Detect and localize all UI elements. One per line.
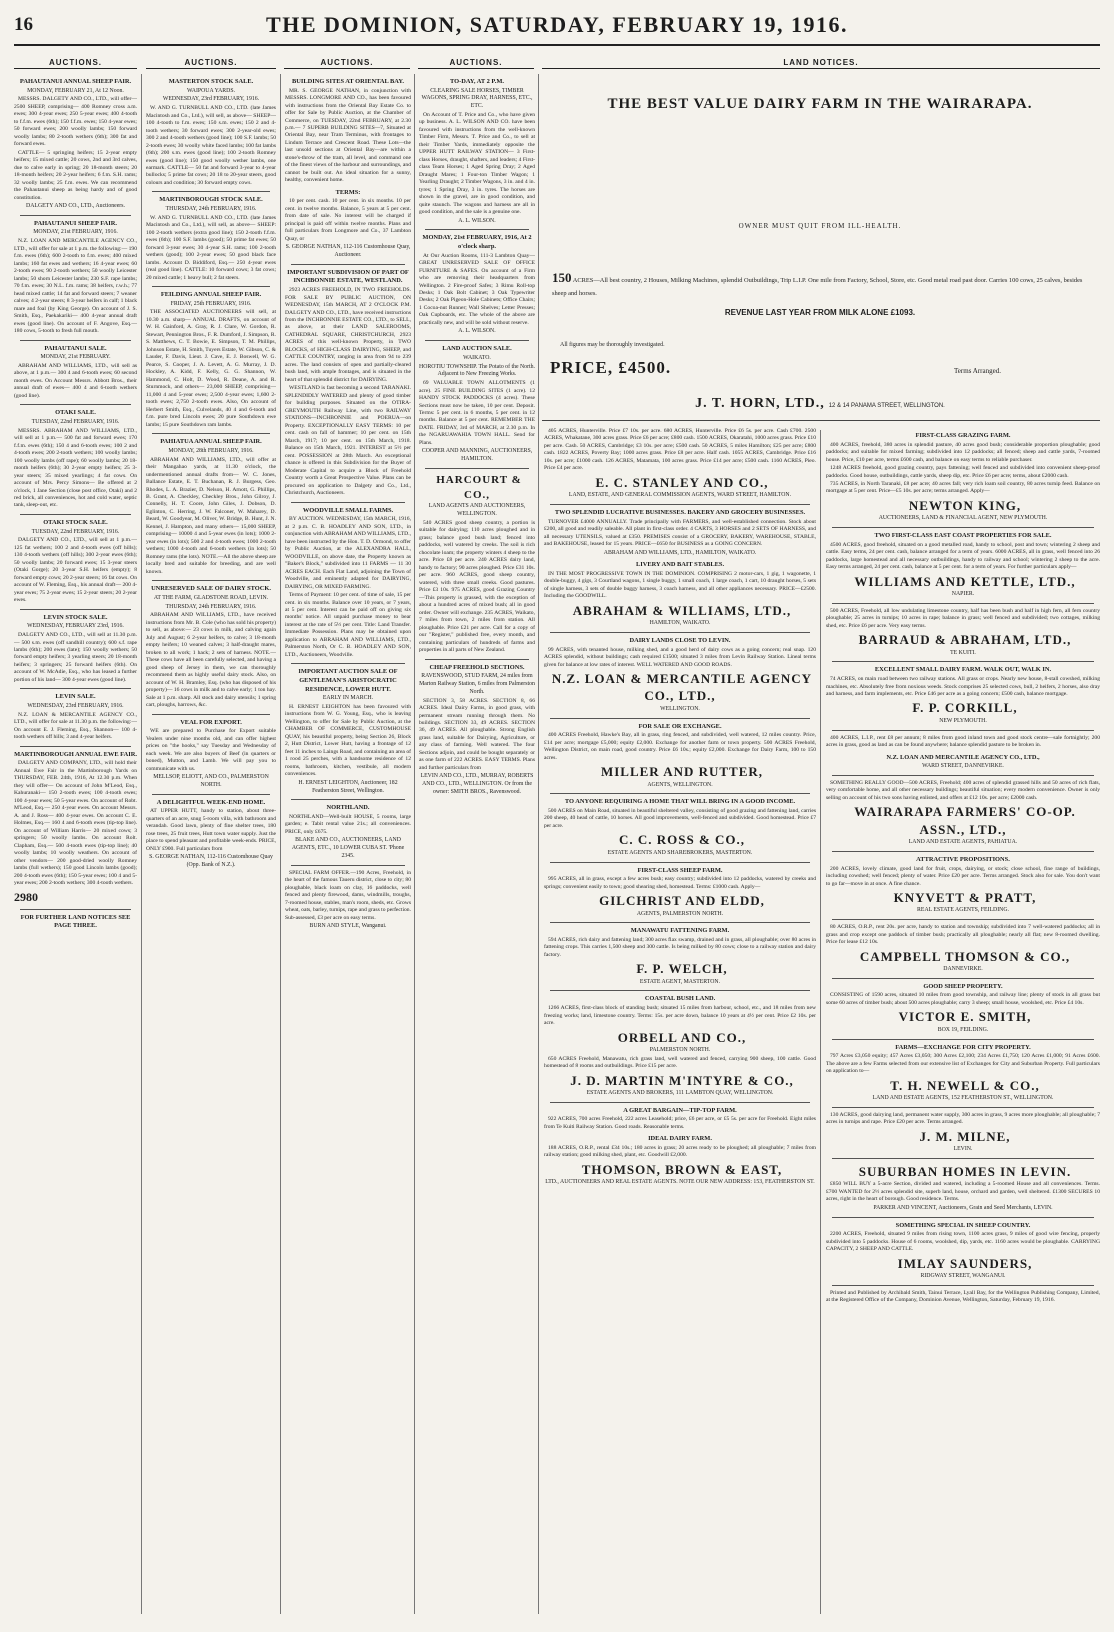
ad-heading: A GREAT BARGAIN—TIP-TOP FARM.	[623, 1106, 737, 1114]
ad-date: FRIDAY, 25th FEBRUARY, 1916.	[170, 300, 252, 307]
ad-date: TUESDAY, 22nd FEBRUARY, 1916.	[31, 418, 120, 425]
advertiser-name: IMLAY SAUNDERS,	[897, 1255, 1033, 1271]
advertiser-name: THOMSON, BROWN & EAST,	[581, 1161, 783, 1177]
divider	[20, 688, 131, 689]
auction-column-2	[146, 74, 276, 1614]
column-rule	[414, 74, 415, 1614]
ad-body: NORTHLAND—Well-built HOUSE, 5 rooms, large garden; e. Tabit rental value 21s.; all conveniences. PRICE, only £675.	[285, 813, 411, 835]
ad-date: MONDAY, FEBRUARY 21, At 12 Noon.	[27, 87, 124, 94]
ad-body: 1248 ACRES freehold, good grazing country, pays fattening; well fenced and subdivided into convenient sheep-proof paddocks. Good house, outbuildings, cattle yards, sheep dip, etc. Price £6 per acre; terms, about £2000 cash.	[826, 465, 1100, 479]
ad-signature: PARKER AND VINCENT, Auctioneers, Grain and Seed Merchants, LEVIN.	[873, 1204, 1053, 1211]
ad-date: THURSDAY, 24th FEBRUARY, 1916.	[165, 603, 257, 610]
advertiser-name: VICTOR E. SMITH,	[898, 1009, 1032, 1025]
ad-heading: FARMS—EXCHANGE FOR CITY PROPERTY.	[895, 1043, 1031, 1051]
advertiser-name: E. C. STANLEY AND CO.,	[595, 474, 769, 490]
divider	[20, 909, 131, 910]
ad-heading: LIVERY AND BAIT STABLES.	[635, 561, 725, 569]
ad-body: 200 ACRES, lovely climate, good land for fruit, crops, dairying, or stock; close school, fine range of buildings, including cowshed; well fenced; plenty of water. Price £20 per acre. Terms arranged. Stock also for sale. You don't want to go far—move in at once. A fine chance.	[826, 865, 1100, 887]
ad-heading: LEVIN STOCK SALE.	[43, 613, 108, 621]
ad-body: 400 ACRES, freehold, 380 acres in splendid pasture, 40 acres good bush; considerable proportion ploughable; good paddocks; and suitable for mixed farming; subdivided into 12 paddocks; all fenced; sheep and cattle yards, 7-roomed house. Price, £10 per acre, terms £600 cash, and balance on easy terms to reliable purchaser.	[826, 441, 1100, 463]
ad-signature: A. L. WILSON.	[458, 328, 496, 335]
advertiser-name: NEWTON KING,	[908, 497, 1022, 513]
feature-agent	[540, 394, 1100, 412]
advertiser-address: DANNEVIRKE.	[943, 966, 983, 973]
ad-signature: H. ERNEST LEIGHTON, Auctioneer, 182 Featherston Street, Wellington.	[298, 779, 398, 794]
divider	[425, 340, 529, 341]
divider	[425, 659, 529, 660]
advertiser-address: WELLINGTON.	[660, 705, 700, 712]
divider	[550, 793, 810, 794]
column-rule	[280, 74, 281, 1614]
ad-body: 10 per cent. cash. 10 per cent. in six months. 10 per cent. in twelve months. Balance, 5 years at 5 per cent. from date of sale. No interest will be charged if principal is paid off within twelve months. Plans and full particulars from Longmore and Co., 37 Lambton Quay, or	[285, 198, 411, 242]
ad-body: MESSRS. DALGETY AND CO., LTD., will offer— 2500 SHEEP, comprising— 400 Romney cross a.m. ewes; 300 4-year ewes; 250 5-year ewes; 400 4-tooth to f.f.m. ewes (6th); 150 f.f.m. ewes; 150 4-year ewes; 50 forward ewes; 200 woolly lambs; 150 forward woolly lambs; 80 2-tooth wethers (6th); 300 fat and forward ewes.	[14, 96, 137, 148]
advertiser-name: BARRAUD & ABRAHAM, LTD.,	[858, 632, 1072, 648]
ad-heading: TERMS:	[335, 188, 361, 196]
ad-body: 99 ACRES, with tenanted house, milking shed, and a good herd of dairy cows as a going concern; real snap. 120 ACRES splendid, without buildings; cash required £1500; situated 3 miles from Levin Railway Station. Lineal terms given for balance at low rates of interest. WELL WATERED AND GOOD ROADS.	[544, 646, 816, 668]
ad-heading: ATTRACTIVE PROPOSITIONS.	[916, 856, 1010, 863]
advertiser-address: AUCTIONEERS, LAND & FINANCIAL AGENT, NEW PLYMOUTH.	[878, 515, 1048, 522]
ad-heading: A DELIGHTFUL WEEK-END HOME.	[156, 798, 266, 806]
ad-body: DALGETY AND COMPANY, LTD., will hold their Annual Ewe Fair in the Martinborough Yards on THURSDAY, FEB. 24th, 1916, At 12.30 p.m. When they will offer— On account of John M'Leod, Esq., Kahuranaki— 150 2-tooth ewes; 100 4-tooth ewes; 100 4-year ewes; 50 5-year ewes. On account of Robt. M'Leod, Esq.— 250 4-year ewes. On account Messrs. A. and J. Ross— 400 4-year ewes. On account C. E. Holmes, Esq.— 160 4 and 6-tooth ewes (tip-top line). On account of William Harris— 20 mixed cows; 3 springers; 50 woolly lambs. On account Rolt. Clapham, Esq.— 500 4-tooth ewes (tip-top line); 40 woolly lambs; 10 woolly weathers. On account of other vendors— 200 good-dried woolly Romney lambs (full wethers); 150 good Lincoln lambs (good); 200 4-tooth ewes (6th); 150 5-year ewes; 100 4 and 5-year ewes; 200 2-tooth wethers; 300 4-tooth wethers.	[14, 760, 137, 887]
column-heading-auctions-3: AUCTIONS.	[284, 58, 410, 69]
printer-imprint: Printed and Published by Archibald Smith, Tainui Terrace, Lyall Bay, for the Wellington Publishing Company, Limited, at the Registered Office of the Company, Dominion Avenue, Wellington, Saturday, February 19, 1916.	[826, 1289, 1100, 1304]
ad-body: DALGETY AND CO., LTD., will sell at 1 p.m.— 125 fat wethers; 100 2 and 4-tooth ewes (off hills); 130 4-tooth wethers (off hills); 300 2-year ewes (6th); 50 woolly lambs; 20 forward ewes; 15 3-year steers (Otaki Gorge); 20 3-year S.H. heifers (empty); 8 forward empty cows; 20 2-year steers; 16 fat cows. On account of W. Fleming, Esq., his annual draft— 200 4-year ewes; 75 2-year ewes; 15 2-year steers; 20 2-year ewes.	[14, 537, 137, 604]
page-number: 16	[14, 14, 33, 35]
ad-heading: IDEAL DAIRY FARM.	[648, 1135, 712, 1143]
ad-body: SECTION 3, 58 ACRES. SECTION 8, 66 ACRES. Ideal Dairy Farms, in good grass, with permanent stream running through them. No buildings. SECTION 33, 49 ACRES. SECTION 36, 49 ACRES. All ploughable. Strong English grass land, suitable for Dairying, Agriculture, or any class of farming. Well watered. The four Sections adjoin, and could be bought separately or as one farm of 222 ACRES. EASY TERMS. Plans and further particulars from	[419, 697, 535, 771]
advertiser-name: T. H. NEWELL & CO.,	[890, 1077, 1040, 1093]
ad-heading: PAHAUTANUI SHEEP FAIR.	[34, 219, 117, 227]
ad-subheading: WAIKATO.	[463, 354, 491, 361]
ad-signature: BURN AND STYLE, Wanganui.	[309, 922, 387, 929]
ad-heading: FIRST-CLASS GRAZING FARM.	[915, 432, 1011, 439]
advertiser-name: GILCHRIST AND ELDD,	[599, 893, 765, 909]
ad-heading: TO-DAY, AT 2 P.M.	[450, 78, 504, 85]
ad-heading: GOOD SHEEP PROPERTY.	[923, 982, 1003, 990]
ad-body: 400 ACRES Freehold, Hawke's Bay, all in grass, ring fenced, and subdivided, well watered, 12 miles country. Price, £14 per acre; mortgage £5,000; equity £2,000. Exchange for another farm or town property. 500 ACRES Freehold, Wellington District, on main road, good country. Price £6 10s.; equity £2,000. Exchange for Dairy Farm, 100 to 150 acres.	[544, 732, 816, 761]
divider	[152, 286, 270, 287]
advertiser-address: RIDGWAY STREET, WANGANUI.	[920, 1272, 1006, 1279]
ad-body: DALGETY AND CO., LTD., will sell at 11.30 p.m.— 500 s.m. ewes (off sandhill country); 600 s.f. rape lambs (6th); 200 ewes (late); 150 woolly wethers; 50 forward empty heifers; 3 yearling steers; 20 18-month heifers; 3 springers; 25 forward heifers (6th). On account of W. McAdie, Esq., who has leased a further portion of his land— 300 4-year ewes (good line).	[14, 632, 137, 683]
feature-description	[552, 268, 1092, 299]
feature-revenue: REVENUE LAST YEAR FROM MILK ALONE £1093.	[724, 308, 916, 317]
divider	[550, 990, 810, 991]
ad-heading: TWO FIRST-CLASS EAST COAST PROPERTIES FOR SALE.	[874, 532, 1052, 540]
column-rule	[141, 74, 142, 1614]
ad-body: H. ERNEST LEIGHTON has been favoured with instructions from W. G. Young, Esq., who is leaving Wellington, to offer for Sale by Public Auction, at the CHAMBER OF COMMERCE, CUSTOMHOUSE QUAY, his beautiful property, being Section 26, Block 2, Hutt District, Lower Hutt, having a frontage of 12 feet 11 inches to Laings Road, and containing an area of 1 rood 25 perches, with a handsome residence of 12 rooms, bathroom, kitchen, vestibule, all modern conveniences.	[285, 703, 411, 778]
feature-agent-address: 12 & 14 PANAMA STREET, WELLINGTON.	[828, 403, 945, 409]
feature-terms: Terms Arranged.	[954, 367, 1001, 375]
ad-signature: S. GEORGE NATHAN, 112-116 Customhouse Quay, Auctioneer.	[285, 244, 411, 259]
ad-heading: MARTINBOROUGH STOCK SALE.	[159, 196, 263, 204]
ad-subheading: AT THE FARM, GLADSTONE ROAD, LEVIN.	[153, 594, 269, 601]
advertiser-name: MILLER AND RUTTER,	[600, 764, 764, 780]
ad-date: WEDNESDAY, FEBRUARY 23rd, 1916.	[27, 623, 124, 630]
ad-date: MONDAY, 28th FEBRUARY, 1916.	[168, 447, 254, 454]
ad-body: 130 ACRES, good dairying land, permanent water supply, 300 acres in grass, 9 acres more ploughable; all ploughable; 7 acres in turnips and rape. Price £20 per acre. Terms arranged.	[826, 1111, 1100, 1126]
advertiser-name: N.Z. LOAN AND MERCANTILE AGENCY CO., LTD.,	[886, 753, 1040, 761]
ad-subheading: HOROTIU TOWNSHIP. The Potato of the North. Adjacent to New Freezing Works.	[419, 363, 535, 378]
ad-body: 4500 ACRES, good freehold, situated on a good metalled road, handy to school, post and town; wintering 2 sheep and cattle. Easy terms, 24 per cent. cash, balance arranged for a term of years. 6000 ACRES, all in grass, well fenced into 26 paddocks, large homestead and all necessary outbuildings, handy to railway and school; wintering 2 sheep to the acre. Easy terms arranged, 24 per cent. cash, balance at 5 per cent. for a term of years. For further particulars apply—	[826, 541, 1100, 571]
footer-notice: FOR FURTHER LAND NOTICES SEE PAGE THREE.	[20, 913, 131, 930]
advertiser-address: PALMERSTON NORTH.	[649, 1046, 711, 1053]
ad-heading: LEVIN SALE.	[55, 693, 96, 701]
ad-heading: CHEAP FREEHOLD SECTIONS.	[429, 663, 525, 671]
ad-body: 2923 ACRES FREEHOLD, IN TWO FREEHOLDS. FOR SALE BY PUBLIC AUCTION, ON WEDNESDAY, 15th MARCH, AT 2 O'CLOCK P.M. DALGETY AND CO., LTD., have received instructions from the INCHBONNIE ESTATE CO., LTD., to SELL, as above, at their LAND SALEROOMS, CATHEDRAL SQUARE, CHRISTCHURCH, 2923 ACRES of this well-known Property, in TWO BLOCKS, of HIGH-CLASS DAIRYING, SHEEP, and CATTLE COUNTRY, ranging in area from 94 to 239 acres. The land consists of open and partially-cleared bush land, with ample frontages, and is situated in the heart of that splendid district for DAIRYING.	[285, 287, 411, 383]
feature-agent-name: J. T. HORN, LTD.,	[695, 396, 825, 411]
ad-body: 735 ACRES, in North Taranaki, £8 per acre; 40 acres fall; very rich loam soil country, 80 acres turnip feed. Balance on mortgage at 5 per cent. Price—£5 10s. per acre; terms arranged. Apply—	[826, 481, 1100, 495]
ad-body: £850 WILL BUY a 5-acre Section, divided and watered, including a 5-roomed House and all conveniences. Terms. £700 WANTED for 2½ acres splendid site, superb land, house, orchard and garden, well sheltered. £1300 SECURES 10 acres, right in the heart of borough. Good residence. Terms.	[826, 1181, 1100, 1203]
ad-body: 797 Acres £3,050 equity; 457 Acres £3,050; 300 Acres £2,100; 234 Acres £1,750; 120 Acres £1,000; 91 Acres £600. The above are a few Farms selected from our extensive list of Exchanges for City and Suburban Property. Full particulars on application to—	[826, 1053, 1100, 1075]
divider	[20, 340, 131, 341]
divider	[832, 730, 1094, 731]
divider	[152, 714, 270, 715]
ad-body: 1266 ACRES, first-class block of standing bush; situated 15 miles from harbour, school, etc., and 18 miles from new freezing works; land, limestone country. Terms: 15s. per acre down, balance 10 years at 4½ per cent. Price £2 10s. per acre.	[544, 1005, 816, 1027]
feature-owner-line: OWNER MUST QUIT FROM ILL-HEALTH.	[738, 222, 902, 230]
ad-body: 2200 ACRES, Freehold, situated 9 miles from rising town, 1100 acres grass, 9 miles of good wire fencing, properly subdivided into 5 paddocks. House of 6 rooms, woolshed, dip, yards, etc. 1160 acres would be ploughable. CARRYING CAPACITY, 2 SHEEP AND CATTLE.	[826, 1231, 1100, 1253]
advertiser-address: BOX 19, FEILDING.	[937, 1026, 989, 1033]
advertiser-name: J. D. MARTIN M'INTYRE & CO.,	[570, 1072, 794, 1088]
ad-signature: DALGETY AND CO., LTD., Auctioneers.	[26, 203, 125, 210]
ad-signature: BLAKE AND CO., AUCTIONEERS, LAND AGENTS, ETC., 10 LOWER CUBA ST. 'Phone 2345.	[291, 837, 405, 859]
column-heading-auctions-1: AUCTIONS.	[14, 58, 137, 69]
feature-figures-note: All figures may be thoroughly investigated.	[560, 342, 665, 348]
ad-body: N.Z. LOAN & MERCANTILE AGENCY CO., LTD., will offer for sale at 11.30 p.m. the following:— On account E. J. Fleming, Esq., Shannon— 100 4-tooth wethers off hills; 3 and 4-year heifers.	[14, 711, 137, 741]
advertiser-address: LAND AGENTS AND AUCTIONEERS, WELLINGTON.	[428, 503, 526, 518]
ad-body: MR. S. GEORGE NATHAN, in conjunction with MESSRS. LONGMORE AND CO., has been favoured with instructions from the Oriental Bay Estate Co. to offer for Sale by Public Auction, at the Chamber of Commerce, on TUESDAY, 22nd FEBRUARY, at 2.30 p.m.— 7 SUPERB BUILDING SITES—7, Situated at Oriental Bay, near Tram Terminus, with frontages to Lindum Terrace and Crescent Road. These Lots—the last unsold sections at Oriental Bay—are within a stone's-throw of the tram, all level, and command one of the finest views of the harbour and surroundings, and cannot be built out. An ideal situation for a sunny, healthy, convenient home.	[285, 87, 411, 184]
ad-body: 80 ACRES, O.R.P., rent 20s. per acre, handy to station and township; subdivided into 7 well-watered paddocks; all in grass and crop except one paddock of timber bush; practically all ploughable; nearly all flat; new 8-roomed dwelling. Price for lease £12 10s.	[826, 924, 1100, 946]
divider	[550, 1102, 810, 1103]
ad-body: ABRAHAM AND WILLIAMS, LTD., have received instructions from Mr. B. Cole (who has sold his property) to sell, as above:— 23 cows in milk, and calving again July and August; 6 2-year heifers, to calve; 3 18-month empty heifers; 10 weaned calves; 3 half-draught mares, broken to all work; 1 hack; 2 sets of harness. NOTE.—These cows have all been carefully selected, and having a good sheep of Jersey in them, we can thoroughly recommend them as highly useful dairy stock. Also, on account of W. H. Bramley, Esq. (who has disposed of his property)— 16 cows in milk and to calve early; 1 ton hay. Sale at 1 p.m. sharp. All stock and dairy utensils; 1 spring cart, ploughs, harrows, &c.	[146, 612, 276, 709]
divider	[425, 229, 529, 230]
feature-acres: 150	[552, 270, 572, 285]
feature-description-text: ACRES—All best country, 2 Houses, Milking Machines, splendid Outbuildings, Trip L.I.P. One mile from Factory, School, Store, etc. Good metal road past door. Carries 100 cows, 25 calves, besides sheep and horses.	[552, 277, 1083, 297]
ad-body: WE are prepared to Purchase for Export suitable Vealers under nine months old, and can offer highest prices on "the hooks," say Tuesday and Wednesday of each week. We are also buyers of Beef (in quarters or boned), Mutton, and Lamb. We will pay you to communicate with us.	[146, 728, 276, 772]
advertiser-address: NAPIER.	[951, 591, 975, 598]
divider	[152, 794, 270, 795]
advertiser-name: WAIRARAPA FARMERS' CO-OP. ASSN., LTD.,	[854, 804, 1076, 837]
ad-signature: S. GEORGE NATHAN, 112-116 Customhouse Quay (Opp. Bank of N.Z.).	[149, 854, 273, 868]
auction-column-4	[419, 74, 535, 1614]
ad-body: W. AND G. TURNBULL AND CO., LTD. (late James Macintosh and Co., Ltd.), will sell, as above— SHEEP— 100 4-tooth to f.m. ewes; 150 s.m. ewes; 150 2 and 4-tooth wethers; 30 forward ewes; 300 2-year-old ewes; 300 2 and 4-tooth wethers (good line); 100 S.F. lambs; 50 2-tooth ewes; 30 woolly white faced lambs; 100 fat lambs (6th); 200 s.m. ewes (good line); 100 2-tooth Romney ewes (good line); 150 good woolly wether lambs, one earmark. CATTLE— 50 fat and forward 3-year to 4-year bullocks; 5 prime fat cows; 20 18 to 20-year steers, good colours and condition; 30 forward empty cows.	[146, 105, 276, 186]
column-heading-land-notices: LAND NOTICES.	[542, 58, 1100, 69]
ad-heading: OTAKI SALE.	[55, 409, 96, 417]
divider	[832, 1107, 1094, 1108]
divider	[152, 433, 270, 434]
ad-body: IN THE MOST PROGRESSIVE TOWN IN THE DOMINION. COMPRISING 2 motor-cars, 1 gig, 1 wagonette, 1 double-buggy, 4 gigs, 3 Courtland wagons, 1 single buggy, 1 small coach, 1 large coach, 1 cart, 10 draught horses, 5 sets of single harness, 3 sets of double buggy harness, 3 coach harness, and all other appliances necessary. PRICE—£2500. Including the GOODWILL.	[544, 570, 816, 600]
ad-body: 500 ACRES, Freehold, all low undulating limestone country, half has been bush and half in high fern, all fern country ploughable; 25 acres in turnips; 10 acres in rape; balance in grass; well fenced and subdivided; two cottages, milking shed, etc. Price £6 per acre. Very easy terms.	[826, 607, 1100, 629]
ad-body: SPECIAL FARM OFFER.—190 Acres, Freehold, in the heart of the famous Taueru district, close to city; 80 ploughable, black loam on clay, 16 paddocks, well fenced and plenty firewood, dams, windmills, troughs, 7-roomed house, stables, man's room, sheds, etc. Grows wheat, oats, barley, turnips, rape and grass to perfection. Sub-assessed, £3 per acre on easy terms.	[285, 869, 411, 921]
divider	[832, 1158, 1094, 1159]
ad-heading: SUBURBAN HOMES IN LEVIN.	[858, 1163, 1072, 1179]
advertiser-address: LTD., AUCTIONEERS AND REAL ESTATE AGENTS. NOTE OUR NEW ADDRESS: 153, FEATHERSTON ST.	[545, 1179, 815, 1186]
ad-signature: A. L. WILSON.	[458, 217, 496, 224]
ad-body: 650 ACRES Freehold, Manawatu, rich grass land, well watered and fenced, carrying 900 sheep, 100 cattle. Good homestead of 8 rooms and outbuildings. Price £15 per acre.	[544, 1055, 816, 1070]
ad-body: SOMETHING REALLY GOOD—500 ACRES, Freehold; 400 acres of splendid grassed hills and 50 acres of rich flats, very comfortable home, and all other necessary buildings; beautiful situation; every modern convenience. Owner is only selling on account of his two sons having enlisted, and offers at £12 10s. per acre; £2000 cash.	[826, 779, 1100, 801]
ad-body: 594 ACRES, rich dairy and fattening land; 300 acres flax swamp, drained and in grass, all ploughable; over 80 acres in fattening crops. This carries 1,500 sheep and 300 cattle. Is being milked by 80 cows; close to a railway station and dairy factory.	[544, 936, 816, 958]
ad-signature: MELLSOP, ELIOTT, AND CO., PALMERSTON NORTH.	[153, 774, 269, 788]
ad-heading: IMPORTANT SUBDIVISION OF PART OF INCHBONNIE ESTATE, WESTLAND.	[287, 268, 409, 285]
ad-body: Terms of Payment: 10 per cent. of time of sale, 15 per cent. in six months. Balance over 10 years, or 7 years, at 5 per cent. Interest can be paid off on giving six months' notice. All unpaid purchase money to bear interest at the rate of 5½ per cent. Title: Land Transfer. Immediate Possession. Plans may be obtained upon application to ABRAHAM AND WILLIAMS, LTD., Palmerston North, Or C. B. HOADLEY AND SON, LTD., Auctioneers, Woodville.	[285, 592, 411, 658]
ad-heading: COASTAL BUSH LAND.	[644, 995, 716, 1003]
ad-heading: BUILDING SITES AT ORIENTAL BAY.	[292, 78, 404, 85]
advertiser-name: C. C. ROSS & CO.,	[618, 832, 746, 848]
auction-column-3	[285, 74, 411, 1614]
column-headings	[14, 58, 1100, 70]
divider	[550, 862, 810, 863]
ad-body: 405 ACRES, Hunterville. Price £7 10s. per acre. 680 ACRES, Hunterville. Price £6 5s. per acre. Cash £700. 2500 ACRES, Whakatane, 300 acres grass. Price £6 per acre; £800 cash. 1500 ACRES, Okaratahi, 1000 acres grass. Price £10 per acre. Cash. 50 ACRES, Cambridge; £3 10s. per acre; £500 cash. 50 ACRES, 5 miles Hamilton; £25 per acre; £800 cash. 1822 ACRES, Poverty Bay; 1000 acres grass. Price £8 per acre. Half cash. 1055 ACRES, Cambridge. Price £16 10s. per acre; £1000 cash. 126 ACRES, Matamata, 100 acres grass. Price £14 per acre; £500 cash. 1160 ACRES, Pieo. Price £4 per acre.	[544, 428, 816, 472]
divider	[550, 632, 810, 633]
ad-heading: FOR SALE OR EXCHANGE.	[638, 722, 722, 730]
column-heading-auctions-2: AUCTIONS.	[146, 58, 276, 69]
advertiser-name: F. P. CORKILL,	[912, 700, 1018, 716]
advertiser-address: NEW PLYMOUTH.	[939, 717, 987, 724]
ad-date: EARLY IN MARCH.	[322, 695, 374, 702]
ad-body: THE ASSOCIATED AUCTIONEERS will sell, at 10.30 a.m. sharp— ANNUAL DRAFTS, on account of W. H. Gainford, A. Gray, R. J. Clare, W. Gordon, R. Stewart, Pennington Bros., F. R. Dumford, J. Simpson, R. S. Matthews, C. T. Bowie, E. Simpson, T. M. Phillips, Johnson Estate, H. Smith, Tuyers Estate, W. Gibson, C. & Lauder, F. Davis, Lieut. J. Cave, E. J. Boswell, W. G. Pearce, S. Cooper, J. A. Levett, A. G. Murray, J. D. Hockley, A. Kidd, F. Kelly, G. G. Shannon, W. Hammond, C. Holt, D. Wood, R. Deane, A. and R. Sturnmock, and others— 23,000 SHEEP, comprising— 11,000 4 and 5-year ewes; 2,500 4-year ewes; 1,600 2-tooth ewes; 2,750 2-tooth ewes. Also, On account of Herbert Smith, Esq., Culvelands, 40 4 and 6-tooth and f.m. pure bred Lincoln ewes; 20 pure Southdown ewe lambs; 15 pure Southdown ram lambs.	[146, 309, 276, 428]
ad-subheading: CLEARING SALE HORSES, TIMBER WAGONS, SPRING DRAY, HARNESS, ETC., ETC.	[421, 87, 533, 110]
advertiser-name: WILLIAMS AND KETTLE, LTD.,	[854, 573, 1076, 589]
ad-date: MONDAY, 21st FEBRUARY.	[40, 354, 111, 361]
ad-date: THURSDAY, 24th FEBRUARY, 1916.	[165, 206, 257, 213]
ad-body: TURNOVER £4000 ANNUALLY. Trade principally with FARMERS, and well-established connection. Stock about £200, all good and readily saleable. All plant in first-class order. 4 CARTS, 3 HORSES and 2 SETS OF HARNESS, and all necessary UTENSILS, valued at £350. PREMISES consist of a GROCERY, BAKERY, WAREHOUSE, STABLE, and BAKEHOUSE, leased for 15 years. PRICE—£650 for BUSINESS as a GOING CONCERN.	[544, 518, 816, 548]
advertiser-name: ORBELL AND CO.,	[617, 1029, 747, 1045]
divider	[542, 420, 1100, 421]
divider	[832, 851, 1094, 852]
ad-heading: FEILDING ANNUAL SHEEP FAIR.	[160, 291, 262, 299]
ad-heading: MASTERTON STOCK SALE.	[168, 78, 254, 85]
ad-body: 69 VALUABLE TOWN ALLOTMENTS (1 acre). 25 FINE BUILDING SITES (1 acre). 12 HANDY STOCK PADDOCKS (4 acres). These Sections must now be taken, 10 per cent. Deposit. Terms: 5 per cent. in 6 months, 5 per cent. in 12 months. Balance at 5 per cent. REMEMBER THE DATE. FRIDAY, 3rd of MARCH, at 2.30 p.m. In the NGARUAWAHIA TOWN HALL. Send for Plans.	[419, 380, 535, 446]
ad-body: N.Z. LOAN AND MERCANTILE AGENCY CO., LTD., will offer for sale at 1 p.m. the following:— 190 f.m. ewes (6th); 600 2-tooth to f.m. ewes; 400 mixed lambs; 160 fat ewes and wethers; 16 4-year ewes; 60 2-tooth ewes; 90 2-tooth wethers; 50 woolly Leicester lambs; 50 shorn Leicester lambs; 230 S.F. rape lambs; 70 f.m. ewes; 30 N.L. f.m. rams; 38 heifers, r.w.h.; 77 head mixed cattle; 14 fat and forward steers; 7 weaner calves; 4 2-year steers; 8 3-year heifers in calf; 1 black mare and foal (by King George). On account of J. S. Smith, Esq., Paekakariki— 400 4-year annual draft ewes (good line). On account of F. Angove, Esq.— 180 cows, 5-tooth to fresh full mouth.	[14, 238, 137, 335]
ad-body: CATTLE— 5 springing heifers; 15 2-year empty heifers; 15 mixed cattle; 20 cows, 2nd and 3rd calves, due to calve early in spring; 20 18-month steers; 20 18-month heifers; 20 2-year heifers; 6 f.m. S.H. rams; 32 woolly lambs; 25 f.m. ewes. We can recommend the Pahautanui sheep as being hardy and of good constitution.	[14, 149, 137, 201]
divider	[832, 1285, 1094, 1286]
ad-body: BY AUCTION. WEDNESDAY, 15th MARCH, 1916, at 2 p.m. C. B. HOADLEY AND SON, LTD., in conjunction with ABRAHAM AND WILLIAMS, LTD., have been instructed by the Hon. T. D. Ormond, to offer by Public Auction, at the ALEXANDRA HALL, WOODVILLE, on above date, the Property known as "Baker's Block," subdivided into 11 FARMS — 11 30 ACRES EACH. Each Flat Land, adjoining the Town of Woodville, and eminently adapted for DAIRYING, DAIRYING, OR MIXED FARMING.	[285, 516, 411, 590]
divider	[832, 603, 1094, 604]
ad-heading: PAHAUTANUI SALE.	[44, 344, 107, 352]
ad-date: TUESDAY, 22nd FEBRUARY, 1916.	[31, 528, 120, 535]
ad-signature: ABRAHAM AND WILLIAMS, LTD., HAMILTON, WAIKATO.	[603, 549, 757, 556]
divider	[832, 661, 1094, 662]
ad-heading: VEAL FOR EXPORT.	[180, 718, 242, 726]
advertiser-name: KNYVETT & PRATT,	[893, 890, 1037, 906]
ad-heading: UNRESERVED SALE OF DAIRY STOCK.	[151, 585, 271, 593]
ad-subheading: WAIPOUA YARDS.	[186, 87, 236, 94]
divider	[550, 922, 810, 923]
ad-heading: WOODVILLE SMALL FARMS.	[302, 506, 394, 514]
ad-body: 540 ACRES good sheep country, a portion is suitable for dairying; 110 acres ploughed and in grass; balance good bush land; fenced into paddocks, well watered by creeks. The soil is rich chocolate loam; the property winters 4 sheep to the acre. Price £8 per acre. 240 ACRES dairy land, handy to factory; 90 acres ploughed. Price £31 10s. per acre. 960 ACRES, good sheep country, watered, with three small creeks. Good pastures. Price £3 10s. 975 ACRES, good Grazing Country—This property is grassed, with the exception of about a hundred acres of mixed bush; all in good order. Owner will exchange. 235 ACRES, Waikato, 7 miles from town, 2 miles from station. All ploughable. Price £21 per acre. Call for a copy of our "Register," published free, every month, and containing particulars of hundreds of farms and properties in all parts of New Zealand.	[419, 519, 535, 654]
divider	[832, 775, 1094, 776]
advertiser-address: TE KUITI.	[950, 649, 976, 656]
advertiser-address: AGENTS, PALMERSTON NORTH.	[636, 910, 724, 917]
ad-body: At Our Auction Rooms, 111-3 Lambton Quay—GREAT UNRESERVED SALE OF OFFICE FURNITURE & SAFES. On account of a Firm who are removing their headquarters from Wellington. 2 Fire-proof Safes; 3 Rimu Roll-top Desks; 1 Oak Bolt Cabinet; 3 Oak Typewriter Desks; 2 Oak Pigeon-Hole Cabinets; Office Chairs; 1 Cocoa-nut Runner; Wall Shelves; Letter Presses; Oak Cupboards, etc. The whole of the above are practically new, and will be sold without reserve.	[419, 252, 535, 326]
advertiser-name: ABRAHAM & WILLIAMS, LTD.,	[572, 602, 792, 618]
ad-body: ABRAHAM AND WILLIAMS, LTD., will sell as above, at 1 p.m.— 300 4 and 6-tooth ewes; 60 second month ewes. On Account Messrs. Abbott Bros., their annual draft of ewes— 400 4 and 6-tooth wethers (good line).	[14, 362, 137, 399]
divider	[291, 264, 405, 265]
divider	[20, 404, 131, 405]
divider	[291, 502, 405, 503]
ad-signature: COOPER AND MANNING, AUCTIONEERS, HAMILTON.	[421, 448, 533, 463]
ad-body: AT UPPER HUTT, handy to station, about three-quarters of an acre, snug 5-room villa, with bathroom and verandah. Good lawn, plenty of fine shelter trees, 180 rose trees, 25 fruit trees, Hutt town water supply. Just the place to spend pleasant and profitable week-ends. PRICE, ONLY £900. Full particulars from	[146, 808, 276, 852]
ad-heading: NORTHLAND.	[326, 804, 370, 812]
ad-heading: OTAKI STOCK SALE.	[43, 518, 108, 526]
ad-heading: LAND AUCTION SALE.	[442, 345, 512, 353]
ad-body: CONSISTING of 1590 acres, situated 10 miles from good township, and railway line; plenty of stock in all grass but some 60 acres of timber bush; about 500 acres ploughable; carry 3 sheep; small house, woolshed, etc. Price £4 10s.	[826, 992, 1100, 1006]
advertiser-name: CAMPBELL THOMSON & CO.,	[859, 948, 1071, 964]
ad-date: WEDNESDAY, 23rd FEBRUARY, 1916.	[27, 702, 124, 709]
advertiser-name: F. P. WELCH,	[636, 961, 728, 977]
feature-price: PRICE, £4500.	[550, 358, 672, 377]
divider	[550, 504, 810, 505]
ad-body: ABRAHAM AND WILLIAMS, LTD., will offer at their Mangahao yards, at 11.30 o'clock, the undermentioned annual drafts from— W. C. Jones, Ballance Estate, E. T. Buchanan, R. J. Burgess, Geo. Rhodes, L. A. Brazier, D. Nelson, H. Arnott, G. Phillips, B. Grant, A. Checkley, Checkley Bros., John Gilroy, J. Connelly, H. T. Coore, John Giles, J. Dobson, D. Eglinton, C. Herring, J. W. Falconer, W. Maharey, D. Beard, W. Goodyear, M. Oliver, W. Bridge, B. Hunt, J. N. Kennel, J. Hampton, and many others— 15,000 SHEEP, comprising— 10000 4 and 5-year ewes (in lots); 1000 2-year ewes (in lots); 500 2 and 4-tooth ewes; 1000 2-tooth wethers; 1000 4-tooth and 6-tooth wethers (in lots); 50 Romney rams (the lots). NOTE.—All the above sheep are locally bred and suitable for breeding, and are well known.	[146, 456, 276, 575]
advertiser-name: J. M. MILNE,	[919, 1128, 1011, 1144]
masthead	[14, 8, 1100, 46]
ad-body: 74 ACRES, on main road between two railway stations. All grass or crops. Nearly new house, 8-stall cowshed, milking machines, etc. Absolutely free from noxious weeds. Stock comprises 25 selected cows, bull, 2 heifers, 2 horses, also dray and harness, and farm implements, etc. Price £46 per acre as a going concern; £500 cash, balance mortgage.	[826, 676, 1100, 697]
ad-body: MESSRS. ABRAHAM AND WILLIAMS, LTD., will sell at 1 p.m.— 500 fat and forward ewes; 170 f.f.m. ewes (6th); 150 4 and 6-tooth ewes; 100 2 and 4-tooth ewes; 200 2-tooth wethers; 100 woolly lambs; 100 woolly lambs (off rape); 60 woolly lambs; 20 18-month heifers (6th); 30 2-year empty heifers; 25 3-year steers; 35 mixed yearlings; 4 fat cows. On account of Mrs. Percy Simons— Be offered at 2 o'clock, 1 Jane Section (close post office, Otaki) and 2 red brick, all conveniences, hot and cold water, septic tank, sleep-out, etc.	[14, 427, 137, 509]
advertiser-address: REAL ESTATE AGENTS, FEILDING.	[917, 907, 1009, 914]
advertiser-address: LAND, ESTATE, AND GENERAL COMMISSION AGENTS, WARD STREET, HAMILTON.	[568, 492, 792, 499]
ad-body: 400 ACRES, L.I.P., rent £8 per annum; 8 miles from good inland town and good stock centre—sale fortnightly; 200 acres in grass, good as land as can be found anywhere; balance splendid pasture to be broken in.	[826, 734, 1100, 749]
ad-heading: SOMETHING SPECIAL IN SHEEP COUNTRY.	[895, 1221, 1031, 1229]
column-rule	[538, 74, 539, 1614]
advertiser-address: LAND AND ESTATE AGENTS, PAHIATUA.	[908, 839, 1018, 846]
advertiser-name: N.Z. LOAN & MERCANTILE AGENCY CO., LTD.,	[551, 671, 813, 704]
advertiser-name: HARCOURT & CO.,	[436, 473, 522, 501]
land-column-6	[826, 428, 1100, 1614]
newspaper-title: THE DOMINION, SATURDAY, FEBRUARY 19, 1916.	[266, 12, 848, 37]
advertiser-address: ESTATE AGENTS AND SHAREBROKERS, MASTERTON.	[607, 849, 753, 856]
divider	[291, 865, 405, 866]
divider	[20, 746, 131, 747]
divider	[832, 1039, 1094, 1040]
auction-column-1	[14, 74, 137, 1614]
divider	[550, 718, 810, 719]
divider	[832, 978, 1094, 979]
ad-subheading: RAVENSWOOD, STUD FARM, 24 miles from Marton Railway Station, 6 miles from Palmerston North.	[419, 673, 535, 695]
advertiser-address: AGENTS, WELLINGTON.	[647, 781, 713, 788]
ad-heading: PAHIATUA ANNUAL SHEEP FAIR.	[160, 438, 262, 446]
divider	[152, 580, 270, 581]
ad-date: MONDAY, 21st FEBRUARY, 1916.	[33, 229, 118, 236]
ad-date: WEDNESDAY, 23rd FEBRUARY, 1916.	[162, 96, 260, 103]
divider	[20, 215, 131, 216]
divider	[291, 663, 405, 664]
feature-title: THE BEST VALUE DAIRY FARM IN THE WAIRARAPA.	[607, 96, 1033, 112]
divider	[832, 919, 1094, 920]
advertiser-address: ESTATE AGENTS AND BROKERS, 111 LAMBTON QUAY, WELLINGTON.	[586, 1090, 774, 1097]
divider	[425, 468, 529, 469]
ad-heading: FIRST-CLASS SHEEP FARM.	[637, 866, 723, 874]
divider	[152, 191, 270, 192]
ad-body: 995 ACRES, all in grass, except a few acres bush; easy country; subdivided into 12 paddocks, watered by creeks and springs; convenient easily to town; good shearing shed, homestead. Terms: £1000 cash. Apply—	[544, 876, 816, 890]
ad-body: 500 ACRES on Main Road, situated in beautiful sheltered valley, consisting of good grazing and fattening land, carries 200 sheep, 40 head of cattle, 10 horses. All good improvements, well-fenced and subdivided. Good homestead. Price £7 per acre.	[544, 807, 816, 829]
advertiser-address: ESTATE AGENT, MASTERTON.	[639, 978, 721, 985]
ad-body: On Account of T. Price and Co., who have given up business. A. L. WILSON AND CO. have been favoured with instructions from the well-known Timber Firm, Messrs. T. Price and Co., to sell at their Timber Yards, immediately opposite the UPPER HUTT RAILWAY STATION— 3 First-class Horses, draught, shafters, and leaders; 4 First-class Team Horses; 1 Aged Spring Dray; 2 Aged Draught Mares; 1 Four-ton Timber Wagon; 1 Yearling Draught; 2 Timber Wagons, 3 in. and 4 in. tyres; 1 Spring Dray, 3 in. tyres. The horses are shown in the gravel, are in good condition, and quite staunch. The wagons and harness are all in good condition, and the sale is a genuine one.	[419, 111, 535, 216]
ad-heading: DAIRY LANDS CLOSE TO LEVIN.	[629, 637, 731, 645]
ad-heading: EXCELLENT SMALL DAIRY FARM. WALK OUT, WALK IN.	[874, 666, 1052, 674]
ad-body: WESTLAND is fast becoming a second TARANAKI. SPLENDIDLY WATERED and plenty of good timber for building purposes. Situated on the OTIRA-GREYMOUTH Railway Line, with two RAILWAY STATIONS—INCHBONNIE and POERUA—on Property. EXCEPTIONALLY EASY TERMS: 10 per cent. cash on fall of hammer; 10 per cent. on 15th March, 1917; 10 per cent. on 15th March, 1918. Balance on 15th March, 1921. INTEREST at 5½ per cent. POSSESSION at 28th March. An exceptional chance is offered in this Subdivision for the Buyer of Moderate Capital to acquire a Block of Freehold Country worth a Great Prospective Value. Plans can be procured on application to Dalgety and Co., Ltd., Christchurch, Auctioneers.	[285, 385, 411, 497]
land-column-5	[544, 428, 816, 1614]
advertiser-address: HAMILTON, WAIKATO.	[649, 620, 711, 627]
divider	[291, 799, 405, 800]
ad-heading: MONDAY, 21st FEBRUARY, 1916, At 2 o'clock sharp.	[422, 234, 532, 250]
ad-heading: TO ANYONE REQUIRING A HOME THAT WILL BRING IN A GOOD INCOME.	[564, 798, 796, 806]
divider	[832, 527, 1094, 528]
column-heading-auctions-4: AUCTIONS.	[418, 58, 534, 69]
ad-signature: LEVIN AND CO., LTD., MURRAY, ROBERTS AND CO., LTD., WELLINGTON. Or from the owner: SMITH BROS., Ravenswood.	[420, 773, 534, 795]
ad-body: 188 ACRES, O.R.P., rental £34 10s.; 180 acres in grass; 20 acres ready to be ploughed; all ploughable; 7 miles from railway station; good milking shed, plant, etc. Goodwill £2,000.	[544, 1144, 816, 1159]
ad-heading: TWO SPLENDID LUCRATIVE BUSINESSES. BAKERY AND GROCERY BUSINESSES.	[554, 509, 806, 517]
ad-heading: MANAWATU FATTENING FARM.	[630, 927, 730, 935]
ad-heading: PAHAUTANUI ANNUAL SHEEP FAIR.	[19, 78, 132, 85]
advertiser-address: LEVIN.	[953, 1146, 973, 1153]
advertiser-address: WARD STREET, DANNEVIRKE.	[922, 763, 1004, 770]
ad-total: 2980	[14, 889, 38, 904]
ad-heading: IMPORTANT AUCTION SALE OF GENTLEMAN'S ARISTOCRATIC RESIDENCE, LOWER HUTT.	[298, 668, 398, 693]
ad-heading: MARTINBOROUGH ANNUAL EWE FAIR.	[14, 750, 137, 758]
divider	[20, 514, 131, 515]
column-rule	[820, 430, 821, 1614]
divider	[832, 1217, 1094, 1218]
divider	[20, 609, 131, 610]
advertiser-address: LAND AND ESTATE AGENTS, 152 FEATHERSTON ST., WELLINGTON.	[872, 1094, 1054, 1101]
ad-body: W. AND G. TURNBULL AND CO., LTD. (late James Macintosh and Co., Ltd.), will sell, as above— SHEEP: 100 2-tooth wethers (extra good line); 150 2-tooth f.f.m. ewes (6th); 100 S.F. lambs (good); 50 prime fat ewes; 50 forward 3-year ewes; 30 4-year S.H. rams; 100 2-tooth wethers (good); 100 2-year ewes; 50 good black face lambs. Account D. Biddiford, Esq.— 250 4-year ewes (real good line). CATTLE: 10 forward cows; 3 fat cows; 20 mixed cattle; 1 heavy bull; 2 fat steers.	[146, 214, 276, 281]
ad-body: 922 ACRES, 700 acres Freehold, 222 acres Leasehold; price, £6 per acre, or £5 5s. per acre for Freehold. Eight miles from Te Kuiti Railway Station. Good roads. Reasonable terms.	[544, 1116, 816, 1130]
